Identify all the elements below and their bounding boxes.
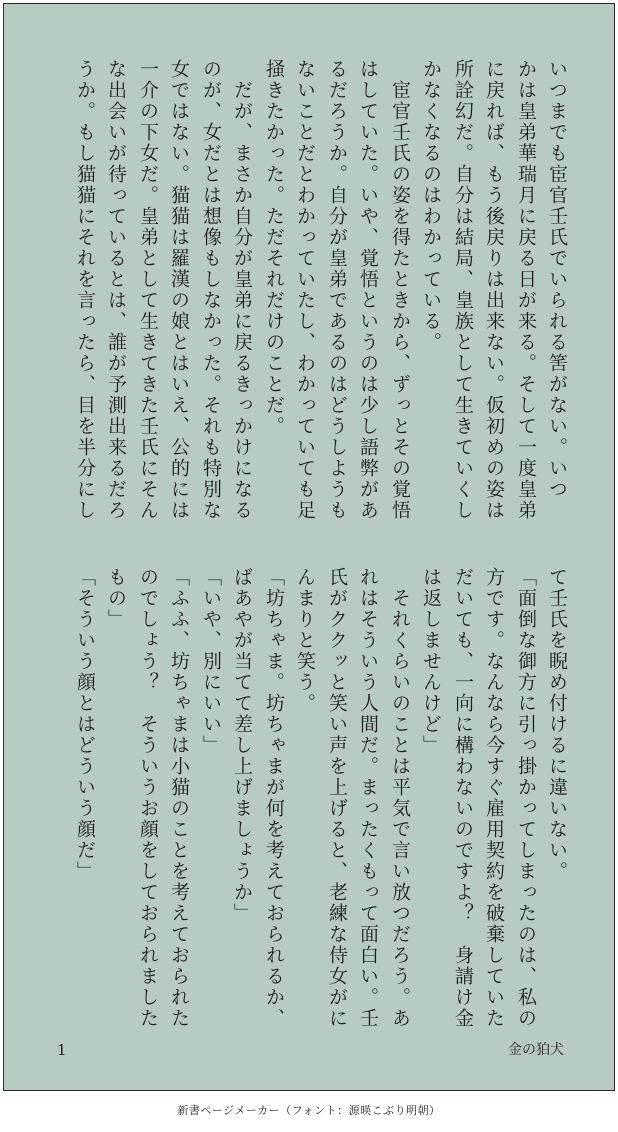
text-column: 所詮幻だ。自分は結局、皇族として生きていくし (452, 59, 474, 521)
text-column: はしていた。いや、覚悟というのは少し語弊があ (357, 59, 379, 521)
text-column: るだろうか。自分が皇弟であるのはどうしようも (326, 59, 348, 521)
text-column: のが、女だとは想像もしなかった。それも特別な (200, 59, 222, 521)
text-column: て壬氏を睨め付けるに違いない。 (546, 567, 568, 882)
text-column: 「面倒な御方に引っ掛かってしまったのは、私の (515, 567, 537, 1029)
text-column: いつまでも宦官壬氏でいられる筈がない。いつ (546, 59, 568, 500)
text-column: 「坊ちゃま。坊ちゃまが何を考えておられるか、 (263, 567, 285, 1029)
page-number: 1 (57, 1041, 67, 1059)
text-column: のでしょう？ そういうお顔をしておられました (137, 567, 159, 1029)
text-column: 氏がククッと笑い声を上げると、老練な侍女がに (326, 567, 348, 1029)
text-column: 掻きたかった。ただそれだけのことだ。 (263, 59, 285, 437)
text-column: 一介の下女だ。皇弟として生きてきた壬氏にそん (137, 59, 159, 521)
footer-credit: 新書ページメーカー（フォント：源暎こぶり明朝） (177, 1104, 441, 1117)
text-column: だいても、一向に構わないのですよ？ 身請け金 (452, 567, 474, 1029)
text-column: それくらいのことは平気で言い放つだろう。あ (389, 567, 411, 1029)
text-column: かなくなるのはわかっている。 (420, 59, 442, 353)
text-column: れはそういう人間だ。まったくもって面白い。壬 (357, 567, 379, 1029)
manuscript-page (3, 3, 615, 1091)
text-column: に戻れば、もう後戻りは出来ない。仮初めの姿は (483, 59, 505, 521)
text-column: な出会いが待っているとは、誰が予測出来るだろ (105, 59, 127, 521)
text-column: ないことだとわかっていたし、わかっていても足 (294, 59, 316, 521)
text-column: かは皇弟華瑞月に戻る日が来る。そして一度皇弟 (515, 59, 537, 521)
text-column: もの」 (105, 567, 127, 630)
text-column: 「いや、別にいい」 (200, 567, 222, 756)
author-name: 金の狛犬 (508, 1042, 564, 1058)
text-column: 宦官壬氏の姿を得たときから、ずっとその覚悟 (389, 59, 411, 521)
text-column: うか。もし猫猫にそれを言ったら、目を半分にし (74, 59, 96, 521)
text-column: は返しませんけど」 (420, 567, 442, 756)
text-column: ばあやが当てて差し上げましょうか」 (231, 567, 253, 924)
text-column: んまりと笑う。 (294, 567, 316, 714)
text-column: 「そういう顔とはどういう顔だ」 (74, 567, 96, 882)
text-column: 女ではない。猫猫は羅漢の娘とはいえ、公的には (168, 59, 190, 521)
text-column: 「ふふ、坊ちゃまは小猫のことを考えておられた (168, 567, 190, 1029)
text-column: 方です。なんなら今すぐ雇用契約を破棄していた (483, 567, 505, 1029)
text-column: だが、まさか自分が皇弟に戻るきっかけになる (231, 59, 253, 521)
